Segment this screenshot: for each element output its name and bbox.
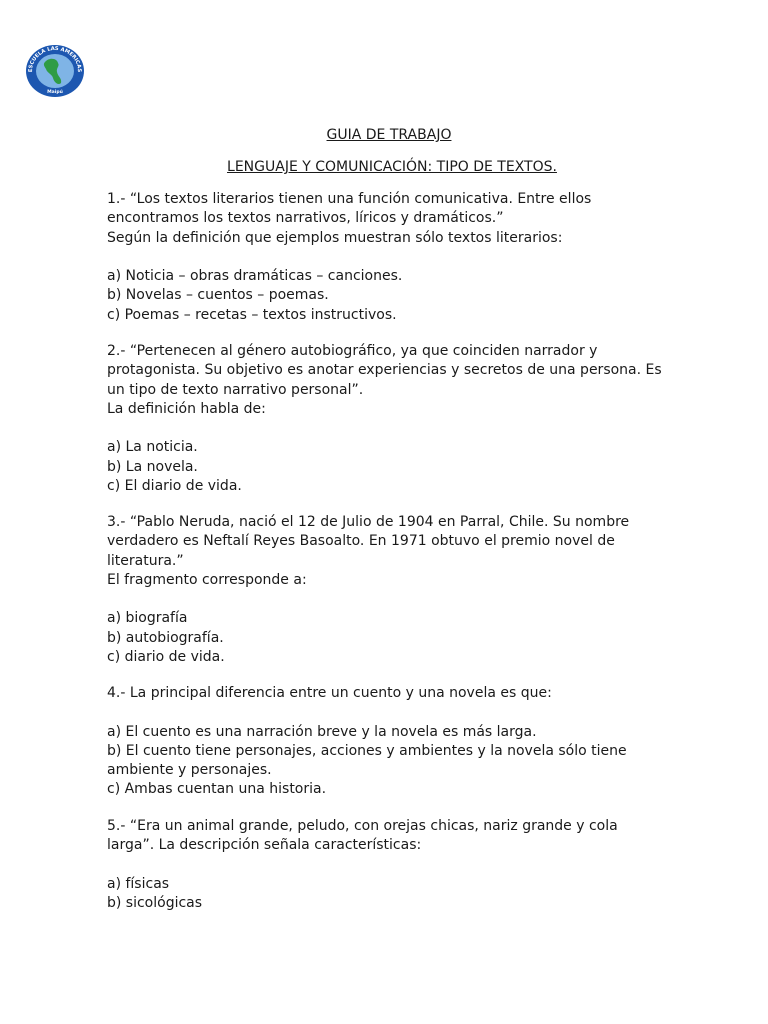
answer-option: b) autobiografía. [107,629,224,646]
page-subtitle: LENGUAJE Y COMUNICACIÓN: TIPO DE TEXTOS. [227,159,557,175]
question-5 [107,817,667,913]
question-text-line: 2.- “Pertenecen al género autobiográfico, ya que coinciden narrador y [107,343,598,359]
answer-option: b) La novela. [107,458,198,475]
question-text-line: 4.- La principal diferencia entre un cuento y una novela es que: [107,685,552,701]
answer-option: a) La noticia. [107,439,198,456]
question-text-line: El fragmento corresponde a: [107,571,307,588]
answer-option: b) El cuento tiene personajes, acciones y ambientes y la novela sólo tiene [107,742,627,759]
answer-options [107,438,667,496]
question-text-line: 3.- “Pablo Neruda, nació el 12 de Julio de 1904 en Parral, Chile. Su nombre [107,514,630,530]
answer-option: c) Ambas cuentan una historia. [107,781,327,798]
answer-options [107,609,667,667]
answer-option: c) diario de vida. [107,649,225,666]
question-text-line: un tipo de texto narrativo personal”. [107,381,364,398]
question-text-line: Según la definición que ejemplos muestran sólo textos literarios: [107,229,563,246]
answer-option: b) Novelas – cuentos – poemas. [107,287,329,304]
answer-options [107,875,667,914]
question-text-line: 1.- “Los textos literarios tienen una función comunicativa. Entre ellos [107,191,592,207]
answer-option: ambiente y personajes. [107,762,272,779]
question-3 [107,513,667,667]
question-4 [107,684,667,800]
logo-place-text: Maipú [47,90,63,95]
answer-option: a) Noticia – obras dramáticas – canciones. [107,268,403,285]
question-text-line: encontramos los textos narrativos, líricos y dramáticos.” [107,210,504,227]
question-text-line: 5.- “Era un animal grande, peludo, con orejas chicas, nariz grande y cola [107,818,618,834]
question-text-line: La definición habla de: [107,400,266,417]
question-text-line: larga”. La descripción señala características: [107,837,422,854]
question-text-line: verdadero es Neftalí Reyes Basoalto. En 1971 obtuvo el premio novel de [107,533,615,550]
page-title: GUIA DE TRABAJO [326,127,452,143]
question-1 [107,190,667,325]
question-text-line: literatura.” [107,552,184,569]
school-logo [25,44,85,98]
answer-option: b) sicológicas [107,895,203,912]
answer-option: c) El diario de vida. [107,478,242,495]
answer-option: a) biografía [107,610,188,627]
answer-options [107,723,667,800]
answer-option: c) Poemas – recetas – textos instructivos. [107,306,397,323]
logo-ring-text: ESCUELA LAS AMERICAS [27,45,83,73]
question-2 [107,342,667,496]
answer-option: a) físicas [107,875,170,892]
question-text-line: protagonista. Su objetivo es anotar experiencias y secretos de una persona. Es [107,362,662,379]
answer-option: a) El cuento es una narración breve y la novela es más larga. [107,723,537,740]
answer-options [107,267,667,325]
